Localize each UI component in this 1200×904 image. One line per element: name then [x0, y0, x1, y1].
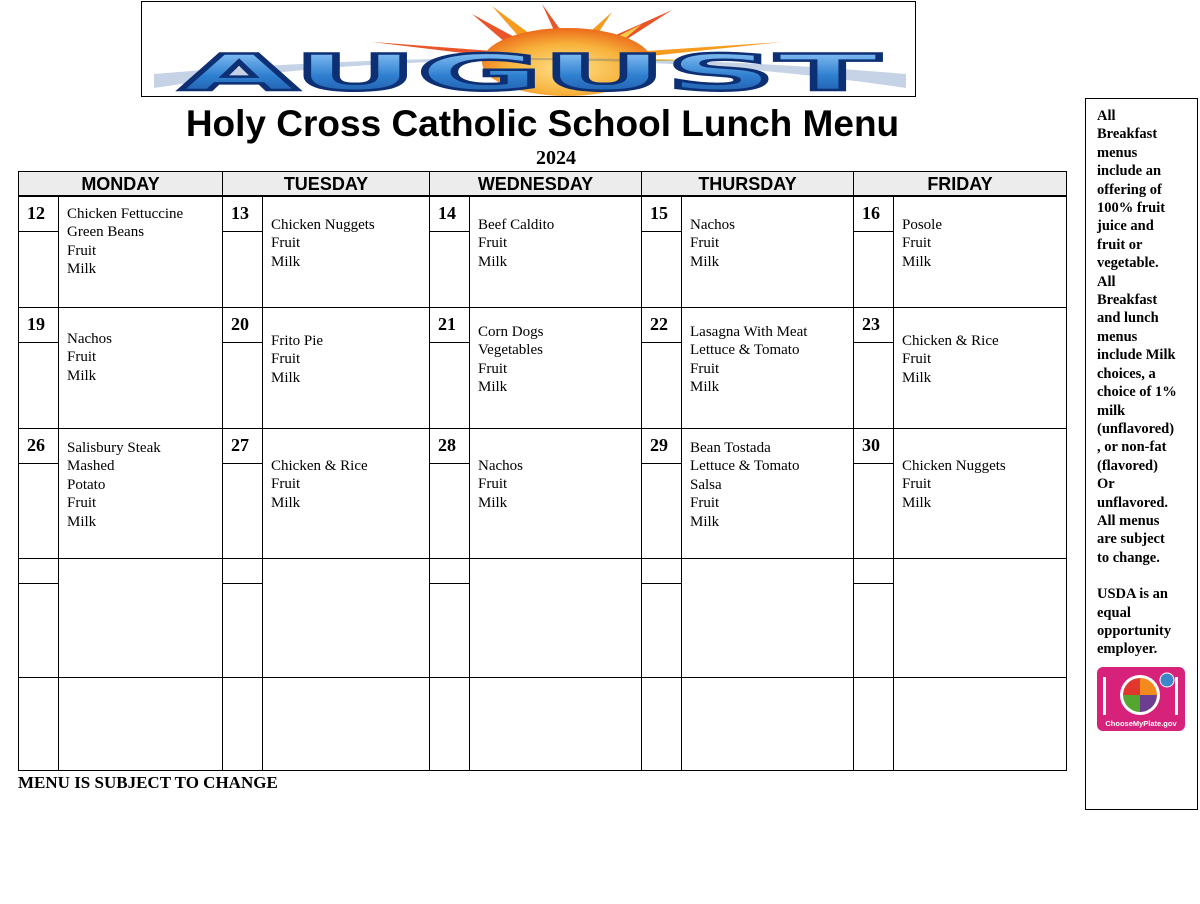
- menu-items: Chicken Fettuccine Green Beans Fruit Milk: [67, 206, 184, 278]
- menu-items: Chicken & Rice Fruit Milk: [902, 333, 999, 386]
- date-number: 15: [642, 197, 682, 232]
- date-number: 12: [19, 197, 59, 232]
- menu-items: Frito Pie Fruit Milk: [271, 333, 324, 386]
- empty-day-cell: [18, 677, 223, 771]
- day-cell: [429, 196, 642, 308]
- empty-day-cell: [853, 677, 1067, 771]
- day-cell: [18, 196, 223, 308]
- empty-day-cell: [641, 677, 854, 771]
- year-label: 2024: [536, 147, 576, 169]
- empty-day-cell: [222, 677, 430, 771]
- menu-items: Salisbury Steak Mashed Potato Fruit Milk: [67, 440, 161, 530]
- menu-items: Chicken & Rice Fruit Milk: [271, 458, 368, 511]
- menu-items: Corn Dogs Vegetables Fruit Milk: [478, 324, 544, 396]
- day-cell: [641, 428, 854, 559]
- day-cell: [429, 307, 642, 429]
- date-number: 28: [430, 429, 470, 464]
- august-wordmark: [154, 44, 906, 96]
- day-cell: [429, 428, 642, 559]
- menu-items: Beef Caldito Fruit Milk: [478, 217, 555, 270]
- date-number: 19: [19, 308, 59, 343]
- myplate-logo: [1097, 667, 1185, 731]
- date-number: 22: [642, 308, 682, 343]
- day-header-friday: FRIDAY: [853, 171, 1067, 196]
- empty-day-cell: [429, 558, 642, 678]
- day-cell: [641, 196, 854, 308]
- day-cell: [222, 428, 430, 559]
- menu-items: Lasagna With Meat Lettuce & Tomato Fruit Milk: [690, 324, 808, 396]
- day-cell: [641, 307, 854, 429]
- empty-day-cell: [641, 558, 854, 678]
- date-number: 21: [430, 308, 470, 343]
- date-number: 13: [223, 197, 263, 232]
- menu-items: Nachos Fruit Milk: [478, 458, 523, 511]
- menu-items: Nachos Fruit Milk: [67, 331, 112, 384]
- empty-day-cell: [222, 558, 430, 678]
- usda-notice: USDA is an equal opportunity employer.: [1097, 586, 1172, 658]
- date-number: 29: [642, 429, 682, 464]
- empty-day-cell: [429, 677, 642, 771]
- date-number: 16: [854, 197, 894, 232]
- menu-items: Chicken Nuggets Fruit Milk: [271, 217, 375, 270]
- date-number: 27: [223, 429, 263, 464]
- empty-day-cell: [853, 558, 1067, 678]
- empty-day-cell: [18, 558, 223, 678]
- day-header-tuesday: TUESDAY: [222, 171, 430, 196]
- day-cell: [222, 196, 430, 308]
- menu-items: Chicken Nuggets Fruit Milk: [902, 458, 1006, 511]
- day-cell: [853, 307, 1067, 429]
- date-number: 26: [19, 429, 59, 464]
- svg-text:ChooseMyPlate.gov: ChooseMyPlate.gov: [1105, 718, 1177, 728]
- day-cell: [853, 196, 1067, 308]
- august-banner: [141, 1, 916, 97]
- date-number: 30: [854, 429, 894, 464]
- nutrition-notice-sidebar: [1085, 98, 1198, 810]
- day-cell: [18, 428, 223, 559]
- day-header-wednesday: WEDNESDAY: [429, 171, 642, 196]
- day-cell: [853, 428, 1067, 559]
- date-number: 20: [223, 308, 263, 343]
- svg-text:AUGUST: AUGUST: [180, 44, 880, 96]
- menu-calendar-grid: [18, 171, 1067, 771]
- menu-items: Nachos Fruit Milk: [690, 217, 735, 270]
- day-cell: [18, 307, 223, 429]
- day-header-monday: MONDAY: [18, 171, 223, 196]
- menu-items: Posole Fruit Milk: [902, 217, 943, 270]
- date-number: 14: [430, 197, 470, 232]
- day-cell: [222, 307, 430, 429]
- footer-note: MENU IS SUBJECT TO CHANGE: [18, 773, 278, 792]
- menu-items: Bean Tostada Lettuce & Tomato Salsa Fruit Milk: [690, 440, 800, 530]
- date-number: 23: [854, 308, 894, 343]
- breakfast-milk-notice: All Breakfast menus include an offering of 100% fruit juice and fruit or vegetable. All Breakfast and lunch menus include Milk choices, a choice of 1% milk (unflavored) , or non-fat (flavored) Or unflavored. All menus are subject to change.: [1097, 108, 1177, 566]
- page-title: Holy Cross Catholic School Lunch Menu: [185, 103, 900, 144]
- day-header-thursday: THURSDAY: [641, 171, 854, 196]
